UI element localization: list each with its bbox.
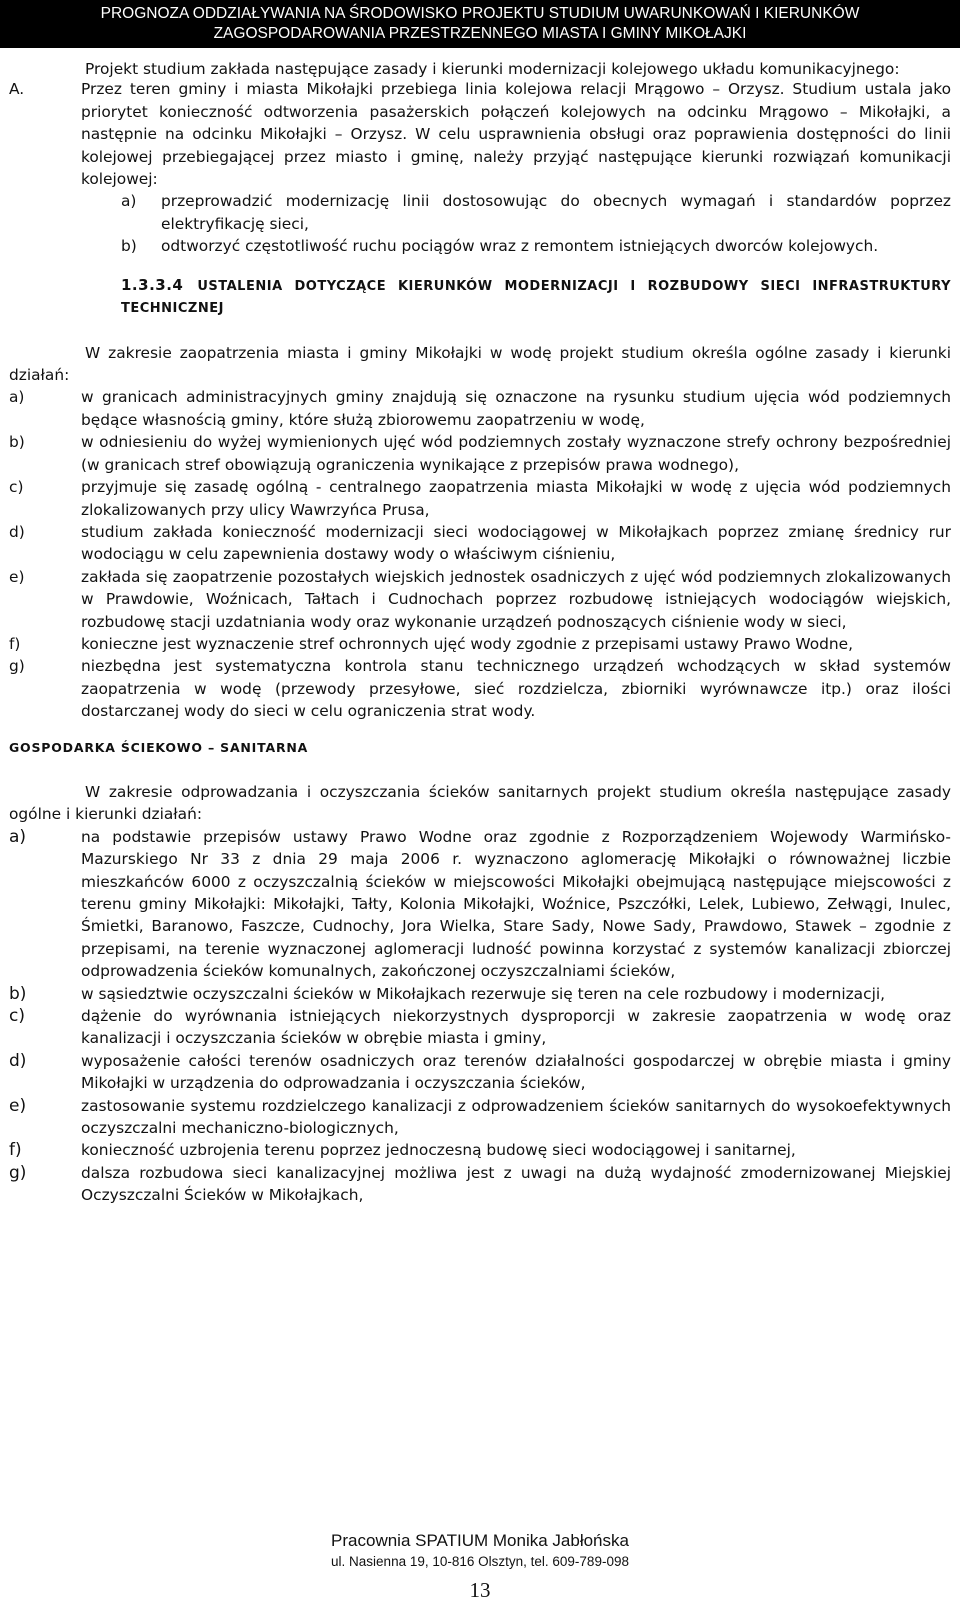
list-text: na podstawie przepisów ustawy Prawo Wodne oraz zgodnie z Rozporządzeniem Wojewody Warmińsko-Mazurskiego Nr 33 z dnia 29 maja 2006 r. wyznaczono aglomerację Mikołajki o równoważnej liczbie mieszkańców 6000 z oczyszczalnią ścieków w miejscowości Mikołajki obejmującą następujące miejscowości z terenu gminy Mikołajki: Mikołajki, Tałty, Kolonia Mikołajki, Woźnice, Pszczółki, Lelek, Lubiewo, Zełwągi, Inulec, Śmietki, Baranowo, Faszcze, Cudnochy, Jora Wielka, Stare Sady, Nowe Sady, Prawdowo, Stawek – zgodnie z przepisami, na terenie wyznaczonej aglomeracji ludność powinna korzystać z systemów kanalizacji zbiorczej odprowadzenia ścieków komunalnych, zakończonej oczyszczalniami ścieków, (81, 827, 951, 981)
list-label: c) (9, 1006, 25, 1027)
document-header (0, 0, 960, 48)
list-text: konieczne jest wyznaczenie stref ochronnych ujęć wody zgodnie z przepisami ustawy Prawo Wodne, (81, 634, 854, 653)
list-text: dążenie do wyrównania istniejących niekorzystnych dysproporcji w zakresie zaopatrzenia w wodę oraz kanalizacji i oczyszczania ścieków w obrębie miasta i gminy, (81, 1007, 951, 1048)
sewage-intro: W zakresie odprowadzania i oczyszczania ścieków sanitarnych projekt studium określa następujące zasady ogólne i kierunki działań: (9, 782, 951, 824)
rail-intro: Projekt studium zakłada następujące zasady i kierunki modernizacji kolejowego układu komunikacyjnego: (85, 60, 900, 78)
list-label: g) (9, 657, 25, 676)
header-line-1: PROGNOZA ODDZIAŁYWANIA NA ŚRODOWISKO PROJEKTU STUDIUM UWARUNKOWAŃ I KIERUNKÓW (100, 5, 860, 22)
list-item (9, 983, 951, 1005)
rail-item-a (9, 78, 951, 190)
water-intro: W zakresie zaopatrzenia miasta i gminy Mikołajki w wodę projekt studium określa ogólne zasady i kierunki działań: (9, 343, 951, 385)
list-text: odtworzyć częstotliwość ruchu pociągów wraz z remontem istniejących dworców kolejowych. (161, 237, 879, 256)
list-label: f) (9, 634, 21, 653)
list-label: a) (9, 826, 27, 847)
list-text: w sąsiedztwie oczyszczalni ścieków w Mikołajkach rezerwuje się teren na cele rozbudowy i modernizacji, (81, 984, 886, 1003)
list-label: d) (9, 522, 25, 541)
list-item (9, 1095, 951, 1140)
footer-address: ul. Nasienna 19, 10-816 Olsztyn, tel. 609-789-098 (331, 1554, 629, 1569)
list-item (9, 1005, 951, 1050)
page-number: 13 (469, 1578, 491, 1602)
list-label: e) (9, 567, 25, 586)
section-heading (121, 274, 951, 320)
list-label: e) (9, 1095, 27, 1116)
list-text: zakłada się zaopatrzenie pozostałych wiejskich jednostek osadniczych z ujęć wód podziemnych zlokalizowanych w Prawdowie, Woźnicach, Tałtach i Cudnochach poprzez rozbudowę istniejących wodociągów wiejskich, rozbudowę stacji uzdatniania wody oraz wykonanie urządzeń podnoszących ciśnienie wody w sieci, (81, 567, 951, 631)
list-label: f) (9, 1140, 22, 1161)
rail-sub-item (121, 190, 951, 235)
section-number: 1.3.3.4 (121, 275, 184, 294)
rail-sub-item (121, 235, 951, 257)
list-item (9, 566, 951, 633)
document-body (9, 58, 951, 1207)
list-text: w granicach administracyjnych gminy znajdują się oznaczone na rysunku studium ujęcia wód podziemnych będące własnością gminy, które służą zbiorowemu zaopatrzeniu w wodę, (81, 388, 951, 429)
list-item (9, 655, 951, 722)
list-item (9, 476, 951, 521)
list-item (9, 521, 951, 566)
water-list (9, 386, 951, 722)
list-label: a) (121, 192, 137, 211)
list-label: a) (9, 388, 25, 407)
document-footer (0, 1530, 960, 1603)
list-text: zastosowanie systemu rozdzielczego kanalizacji z odprowadzeniem ścieków sanitarnych do wysokoefektywnych oczyszczalni mechaniczno-biologicznych, (81, 1096, 951, 1138)
list-item (9, 431, 951, 476)
list-text: wyposażenie całości terenów osadniczych oraz terenów działalności gospodarczej w obrębie miasta i gminy Mikołajki w urządzenia do odprowadzania i oczyszczania ścieków, (81, 1051, 951, 1093)
list-label: d) (9, 1050, 27, 1071)
list-label: c) (9, 478, 24, 497)
list-text: przeprowadzić modernizację linii dostosowując do obecnych wymagań i standardów poprzez elektryfikację sieci, (161, 192, 951, 233)
list-item (9, 633, 951, 655)
list-item (9, 1050, 951, 1095)
list-label: b) (9, 433, 25, 452)
list-text: niezbędna jest systematyczna kontrola stanu technicznego urządzeń wchodzących w skład systemów zaopatrzenia w wodę (przewody przesyłowe, sieć rozdzielcza, zbiorniki wyrównawcze itp.) oraz ilości dostarczanej wody do sieci w celu ograniczenia strat wody. (81, 657, 951, 721)
rail-item-text: Przez teren gminy i miasta Mikołajki przebiega linia kolejowa relacji Mrągowo – Orzysz. Studium ustala jako priorytet konieczność odtworzenia pasażerskich połączeń kolejowych na odcinku Mrągowo – Mikołajki, a następnie na odcinku Mikołajki – Orzysz. W celu usprawnienia obsługi oraz poprawienia dostępności do linii kolejowej przebiegającej przez miasto i gminę, należy przyjąć następujące kierunki rozwiązań komunikacji kolejowej: (81, 80, 951, 189)
list-text: dalsza rozbudowa sieci kanalizacyjnej możliwa jest z uwagi na dużą wydajność zmodernizowanej Miejskiej Oczyszczalni Ścieków w Mikołajkach, (81, 1163, 951, 1205)
section-title: USTALENIA DOTYCZĄCE KIERUNKÓW MODERNIZACJI I ROZBUDOWY SIECI INFRASTRUKTURY TECHNICZNEJ (121, 278, 951, 316)
list-label: b) (9, 983, 27, 1004)
list-item (9, 1139, 951, 1161)
list-label: b) (121, 237, 137, 256)
sewage-heading: GOSPODARKA ŚCIEKOWO – SANITARNA (9, 739, 309, 755)
list-label: g) (9, 1162, 27, 1183)
list-text: konieczność uzbrojenia terenu poprzez jednoczesną budowę sieci wodociągowej i sanitarnej, (81, 1141, 796, 1160)
header-line-2: ZAGOSPODAROWANIA PRZESTRZENNEGO MIASTA I GMINY MIKOŁAJKI (213, 25, 747, 42)
list-item (9, 1162, 951, 1207)
list-item (9, 386, 951, 431)
list-label: A. (9, 80, 25, 99)
footer-company: Pracownia SPATIUM Monika Jabłońska (331, 1531, 629, 1550)
list-text: studium zakłada konieczność modernizacji sieci wodociągowej w Mikołajkach poprzez zmianę średnicy rur wodociągu w celu zapewnienia dostawy wody o właściwym ciśnieniu, (81, 522, 951, 564)
sewage-list (9, 826, 951, 1207)
list-text: przyjmuje się zasadę ogólną - centralnego zaopatrzenia miasta Mikołajki w wodę z ujęcia wód podziemnych zlokalizowanych przy ulicy Wawrzyńca Prusa, (81, 478, 951, 519)
list-item (9, 826, 951, 983)
list-text: w odniesieniu do wyżej wymienionych ujęć wód podziemnych zostały wyznaczone strefy ochrony bezpośredniej (w granicach stref obowiązują ograniczenia wynikające z przepisów prawa wodnego), (81, 433, 951, 474)
